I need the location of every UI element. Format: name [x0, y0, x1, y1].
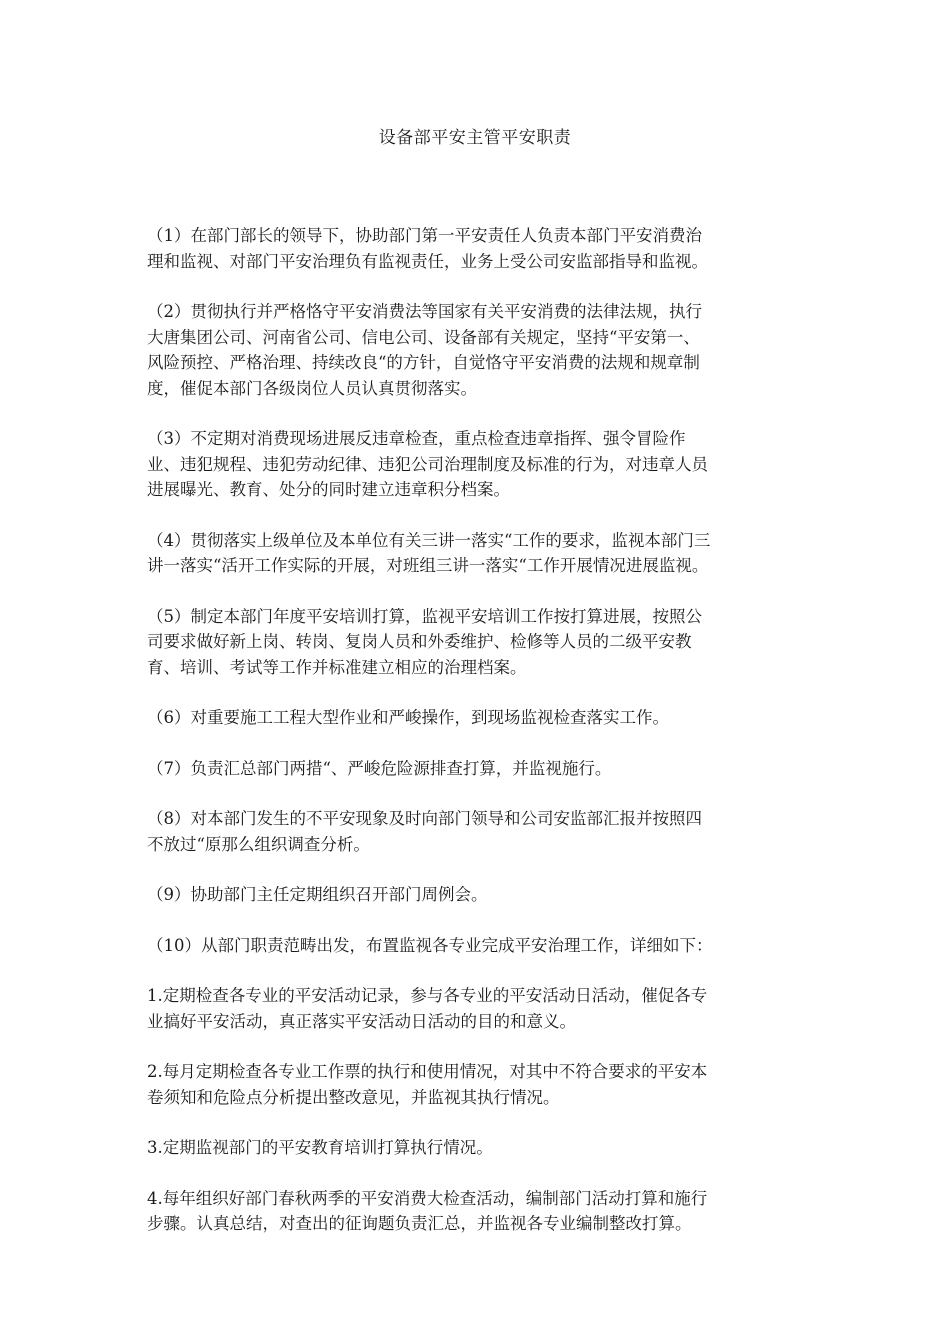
document-body: [147, 223, 807, 1262]
paragraph-10: （10）从部门职责范畴出发，布置监视各专业完成平安治理工作，详细如下：: [147, 935, 713, 955]
paragraph-6: （6）对重要施工工程大型作业和严峻操作，到现场监视检查落实工作。: [147, 708, 669, 727]
paragraph-5: （5）制定本部门年度平安培训打算，监视平安培训工作按打算进展，按照公 司要求做好新上岗、转岗、复岗人员和外委维护、检修等人员的二级平安教 育、培训、考试等工作并标准建立相应的治理档案。: [147, 606, 702, 677]
paragraph-8: （8）对本部门发生的不平安现象及时向部门领导和公司安监部汇报并按照四 不放过“原那么组织调查分析。: [147, 809, 702, 854]
paragraph-1: （1）在部门部长的领导下，协助部门第一平安责任人负责本部门平安消费治 理和监视、对部门平安治理负有监视责任，业务上受公司安监部指导和监视。: [147, 226, 708, 271]
paragraph-7: （7）负责汇总部门两措“、严峻危险源排查打算，并监视施行。: [147, 758, 612, 778]
sub-item-1: 1.定期检查各专业的平安活动记录，参与各专业的平安活动日活动，催促各专 业搞好平安活动，真正落实平安活动日活动的目的和意义。: [147, 986, 708, 1031]
sub-item-3: 3.定期监视部门的平安教育培训打算执行情况。: [147, 1138, 493, 1157]
paragraph-3: （3）不定期对消费现场进展反违章检查，重点检查违章指挥、强令冒险作 业、违犯规程、违犯劳动纪律、违犯公司治理制度及标准的行为，对违章人员 进展曝光、教育、处分的同时建立违章积分档案。: [147, 429, 708, 499]
sub-item-2: 2.每月定期检查各专业工作票的执行和使用情况，对其中不符合要求的平安本 卷须知和危险点分析提出整改意见，并监视其执行情况。: [147, 1062, 708, 1107]
sub-item-4: 4.每年组织好部门春秋两季的平安消费大检查活动，编制部门活动打算和施行 步骤。认真总结，对查出的征询题负责汇总，并监视各专业编制整改打算。: [147, 1188, 708, 1233]
paragraph-4: （4）贯彻落实上级单位及本单位有关三讲一落实“工作的要求，监视本部门三 讲一落实“活开工作实际的开展，对班组三讲一落实“工作开展情况进展监视。: [147, 530, 711, 575]
paragraph-2: （2）贯彻执行并严格恪守平安消费法等国家有关平安消费的法律法规，执行 大唐集团公司、河南省公司、信电公司、设备部有关规定，坚持“平安第一、 风险预控、严格治理、持续改良“的方针，自觉恪守平安消费的法规和规章制 度，催促本部门各级岗位人员认真贯彻落实。: [147, 302, 702, 398]
document-title: 设备部平安主管平安职责: [378, 128, 572, 148]
paragraph-9: （9）协助部门主任定期组织召开部门周例会。: [147, 885, 488, 904]
